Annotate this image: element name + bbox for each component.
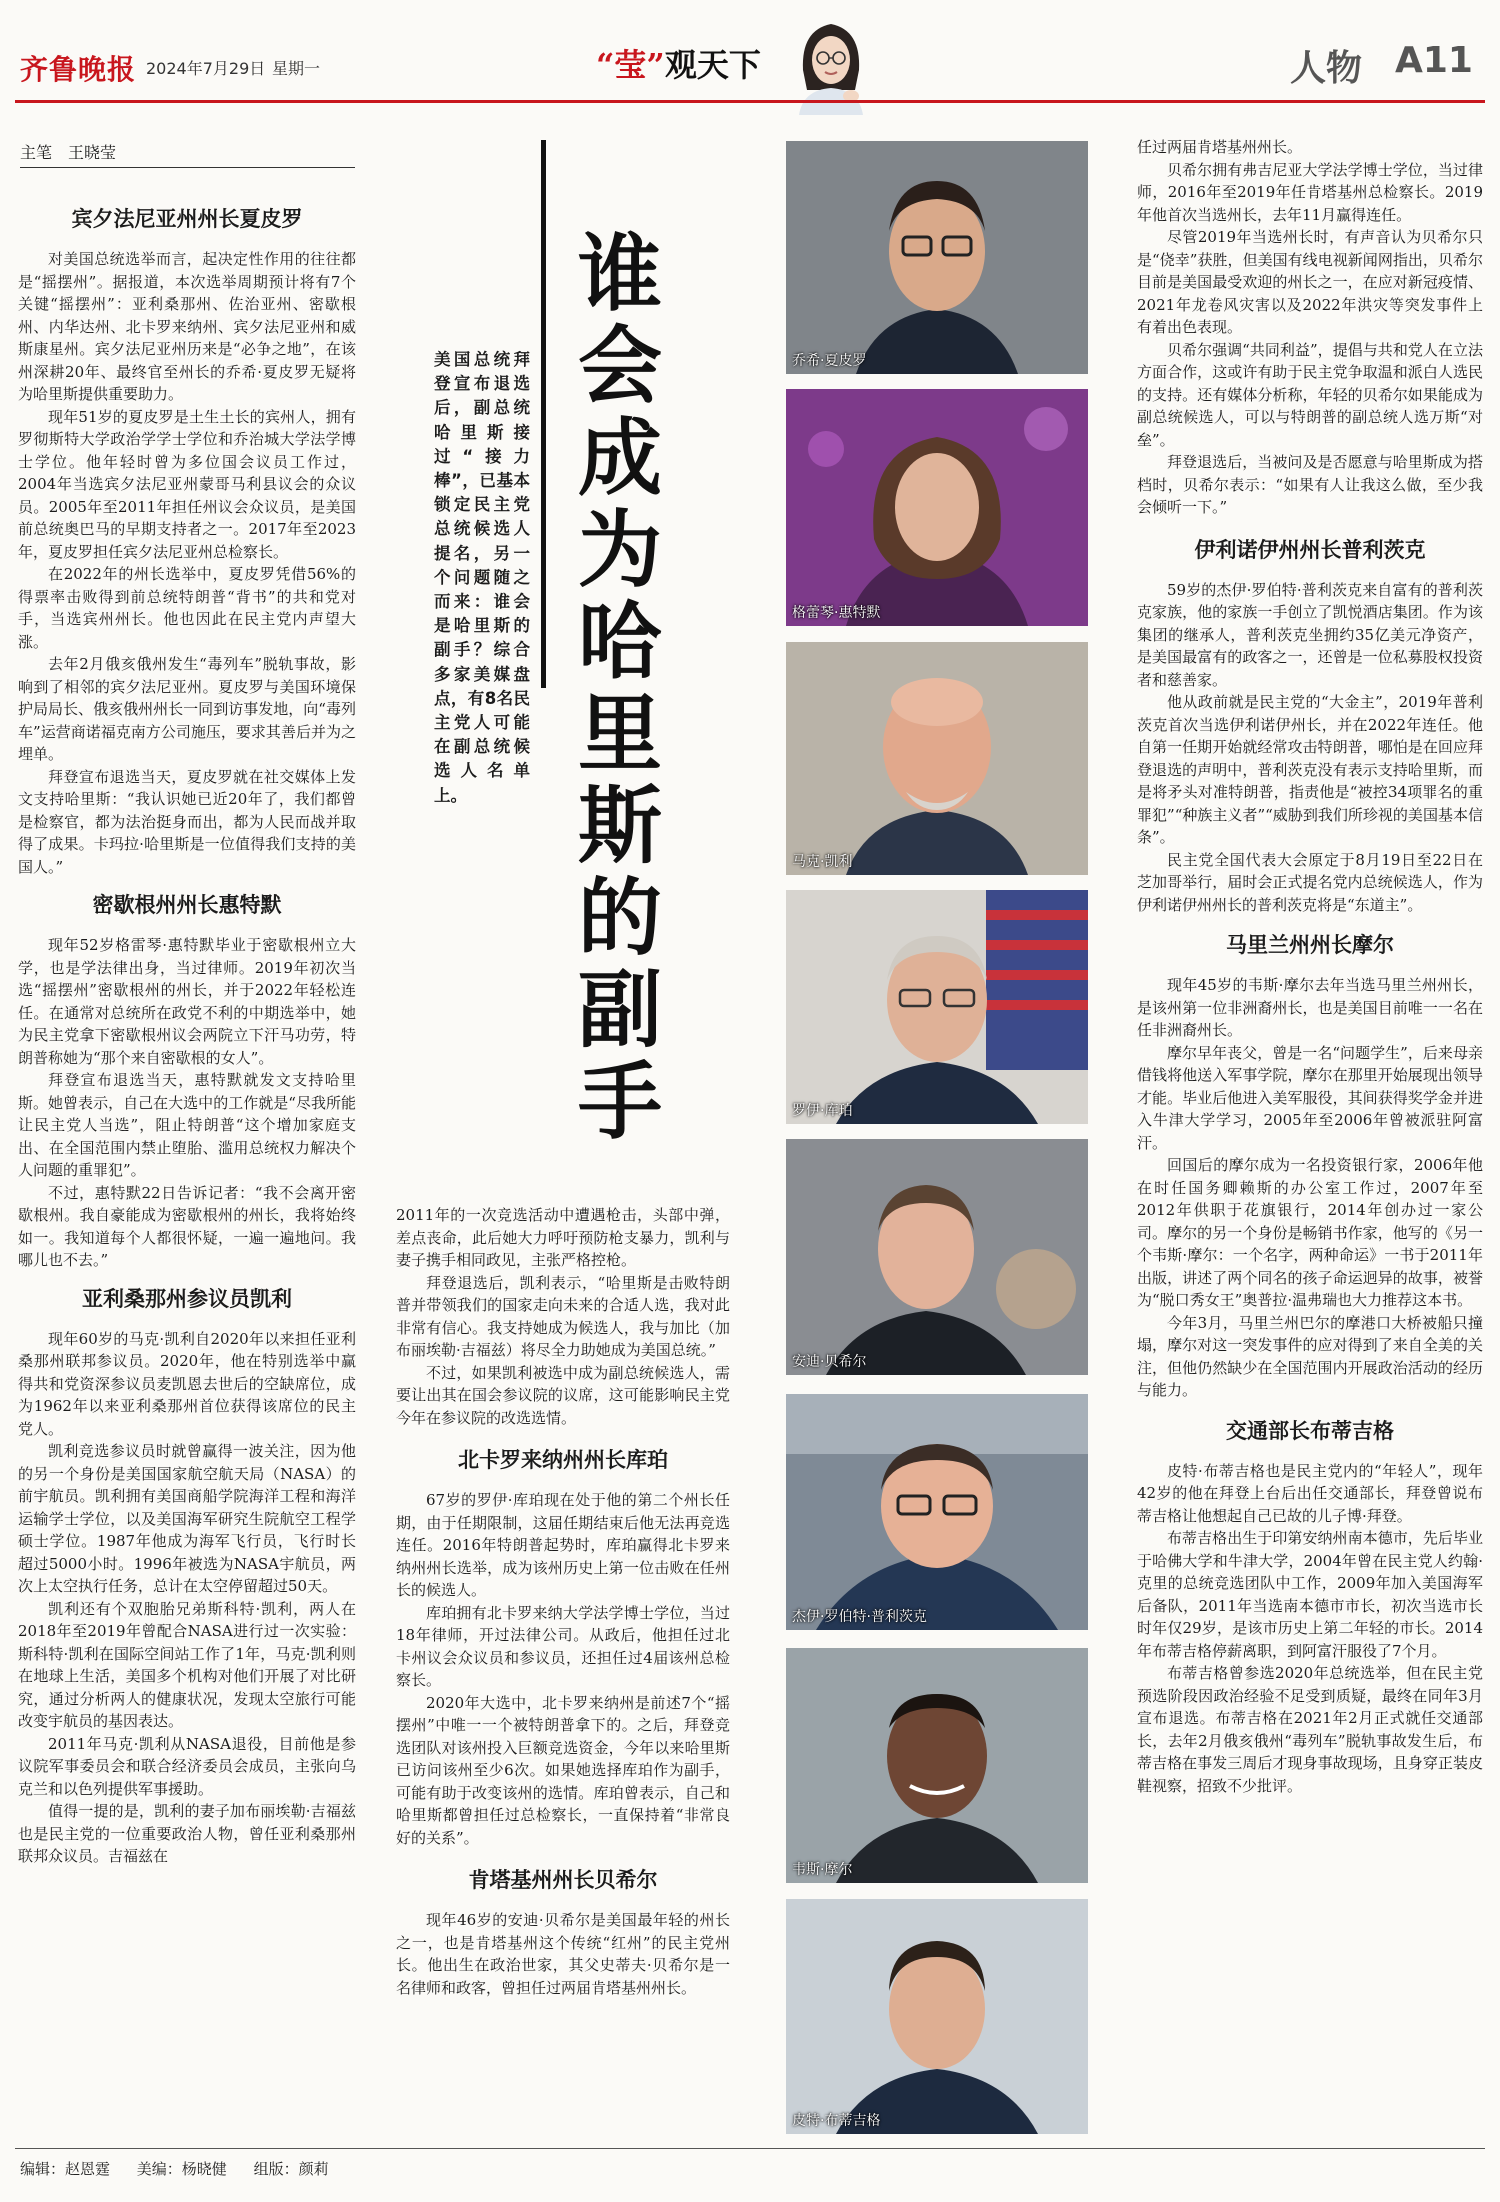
paragraph: 59岁的杰伊·罗伯特·普利茨克来自富有的普利茨克家族，他的家族一手创立了凯悦酒店集团。作为该集团的继承人，普利茨克坐拥约35亿美元净资产，是美国最富有的政客之一，还曾是一位私募股权投资者和慈善家。 bbox=[1137, 580, 1483, 689]
editor-credit: 编辑：赵恩霆 bbox=[20, 2160, 111, 2178]
photo-beshear bbox=[786, 1139, 1088, 1375]
paragraph: 贝希尔拥有弗吉尼亚大学法学博士学位，当过律师，2016年至2019年任肯塔基州总检察长。2019年他首次当选州长，去年11月赢得连任。 bbox=[1137, 160, 1483, 224]
photo-pritzker bbox=[786, 1394, 1088, 1630]
photo-caption: 马克·凯利 bbox=[792, 854, 853, 870]
paragraph: 凯利竞选参议员时就曾赢得一波关注，因为他的另一个身份是美国国家航空航天局（NASA）的前宇航员。凯利拥有美国商船学院海洋工程和海洋运输学士学位，以及美国海军研究生院航空工程学硕士学位。1987年他成为海军飞行员，飞行时长超过5000小时。1996年被选为NASA宇航员，两次上太空执行任务，总计在太空停留超过50天。 bbox=[18, 1442, 356, 1595]
paragraph: 拜登宣布退选当天，惠特默就发文支持哈里斯。她曾表示，自己在大选中的工作就是“尽我所能让民主党人当选”，阻止特朗普“这个增加家庭支出、在全国范围内禁止堕胎、滥用总统权力解决个人问题的重罪犯”。 bbox=[18, 1071, 356, 1179]
paragraph: 布蒂吉格曾参选2020年总统选举，但在民主党预选阶段因政治经验不足受到质疑，最终在同年3月宣布退选。布蒂吉格在2021年2月正式就任交通部长，去年2月俄亥俄州“毒列车”脱轨事故发生后，布蒂吉格在事发三周后才现身事故现场，且身穿正装皮鞋视察，招致不少批评。 bbox=[1137, 1664, 1483, 1795]
paragraph: 现年45岁的韦斯·摩尔去年当选马里兰州州长，是该州第一位非洲裔州长，也是美国目前唯一一名在任非洲裔州长。 bbox=[1137, 976, 1483, 1039]
paragraph: 在2022年的州长选举中，夏皮罗凭借56%的得票率击败得到前总统特朗普“背书”的共和党对手，当选宾州州长。他也因此在民主党内声望大涨。 bbox=[18, 565, 356, 651]
paragraph: 皮特·布蒂吉格也是民主党内的“年轻人”，现年42岁的他在拜登上台后出任交通部长，拜登曾说布蒂吉格让他想起自己已故的儿子博·拜登。 bbox=[1137, 1461, 1483, 1525]
section-title-cooper: 北卡罗来纳州州长库珀 bbox=[458, 1448, 668, 1472]
section-title-buttigieg: 交通部长布蒂吉格 bbox=[1226, 1418, 1394, 1443]
photo-whitmer bbox=[786, 389, 1088, 626]
paragraph: 2011年马克·凯利从NASA退役，目前他是参议院军事委员会和联合经济委员会成员，主张向乌克兰和以色列提供军事援助。 bbox=[18, 1734, 356, 1798]
column-title-ying: 莹 bbox=[614, 46, 647, 84]
photo-shapiro bbox=[786, 141, 1088, 374]
masthead-logo: 齐鲁晚报 bbox=[20, 53, 137, 86]
photo-buttigieg bbox=[786, 1899, 1088, 2134]
paragraph: 67岁的罗伊·库珀现在处于他的第二个州长任期，由于任期限制，这届任期结束后他无法再竞选连任。2016年特朗普起势时，库珀赢得北卡罗来纳州州长选举，成为该州历史上第一位击败在任州长的候选人。 bbox=[396, 1491, 730, 1599]
photo-moore bbox=[786, 1648, 1088, 1883]
layout-credit: 组版：颜莉 bbox=[253, 2160, 329, 2178]
paragraph: 民主党全国代表大会原定于8月19日至22日在芝加哥举行，届时会正式提名党内总统候选人，作为伊利诺伊州州长的普利茨克将是“东道主”。 bbox=[1137, 850, 1483, 914]
left-column bbox=[18, 204, 356, 1868]
paragraph: 凯利还有个双胞胎兄弟斯科特·凯利，两人在2018年至2019年曾配合NASA进行过一次实验：斯科特·凯利在国际空间站工作了1年，马克·凯利则在地球上生活，美国多个机构对他们开展了对比研究，通过分析两人的健康状况，发现太空旅行可能改变宇航员的基因表达。 bbox=[18, 1599, 356, 1730]
paragraph: 不过，惠特默22日告诉记者：“我不会离开密歇根州。我自豪能成为密歇根州的州长，我将始终如一。我知道每个人都很怀疑，一遍一遍地问。我哪儿也不去。” bbox=[18, 1183, 356, 1269]
photo-caption: 杰伊·罗伯特·普利茨克 bbox=[792, 1609, 927, 1625]
paragraph: 贝希尔强调“共同利益”，提倡与共和党人在立法方面合作，这或许有助于民主党争取温和派白人选民的支持。还有媒体分析称，年轻的贝希尔如果能成为副总统候选人，可以与特朗普的副总统人选万斯“对垒”。 bbox=[1137, 340, 1483, 449]
section-title-pritzker: 伊利诺伊州州长普利茨克 bbox=[1194, 537, 1426, 562]
issue-date: 2024年7月29日 bbox=[146, 59, 266, 78]
issue-weekday: 星期一 bbox=[272, 59, 321, 78]
photo-caption: 格蕾琴·惠特默 bbox=[792, 605, 881, 621]
middle-column bbox=[396, 1204, 730, 1999]
photo-kelly bbox=[786, 642, 1088, 875]
paragraph: 现年52岁格雷琴·惠特默毕业于密歇根州立大学，也是学法律出身，当过律师。2019年初次当选“摇摆州”密歇根州的州长，并于2022年轻松连任。在通常对总统所在政党不利的中期选举中，她为民主党拿下密歇根州议会两院立下汗马功劳，特朗普称她为“那个来自密歇根的女人”。 bbox=[18, 936, 356, 1067]
paragraph: 值得一提的是，凯利的妻子加布丽埃勒·吉福兹也是民主党的一位重要政治人物，曾任亚利桑那州联邦众议员。吉福兹在 bbox=[18, 1802, 356, 1865]
column-quote-open: “ bbox=[596, 46, 615, 84]
paragraph: 拜登退选后，当被问及是否愿意与哈里斯成为搭档时，贝希尔表示：“如果有人让我这么做，至少我会倾听一下。” bbox=[1137, 453, 1483, 516]
section-title-beshear: 肯塔基州州长贝希尔 bbox=[468, 1868, 658, 1892]
paragraph: 现年51岁的夏皮罗是土生土长的宾州人，拥有罗彻斯特大学政治学学士学位和乔治城大学法学博士学位。他年轻时曾为多位国会议员工作过，2004年当选宾夕法尼亚州蒙哥马利县议会的众议员。2005年至2011年担任州议会众议员，是美国前总统奥巴马的早期支持者之一。2017年至2023年，夏皮罗担任宾夕法尼亚州总检察长。 bbox=[18, 407, 356, 561]
paragraph: 任过两届肯塔基州州长。 bbox=[1137, 138, 1303, 156]
designer-credit: 美编：杨晓健 bbox=[136, 2160, 227, 2178]
section-title-shapiro: 宾夕法尼亚州州长夏皮罗 bbox=[71, 207, 303, 231]
section-name: 人物 bbox=[1290, 48, 1363, 89]
footer-rule bbox=[15, 2148, 1485, 2149]
footer-credits bbox=[20, 2158, 351, 2179]
column-title bbox=[596, 40, 761, 86]
paragraph: 尽管2019年当选州长时，有声音认为贝希尔只是“侥幸”获胜，但美国有线电视新闻网指出，贝希尔目前是美国最受欢迎的州长之一，在应对新冠疫情、2021年龙卷风灾害以及2022年洪灾等突发事件上有着出色表现。 bbox=[1137, 228, 1483, 336]
photo-caption: 罗伊·库珀 bbox=[792, 1103, 853, 1119]
page-number: A11 bbox=[1395, 40, 1473, 81]
paragraph: 现年60岁的马克·凯利自2020年以来担任亚利桑那州联邦参议员。2020年，他在特别选举中赢得共和党资深参议员麦凯恩去世后的空缺席位，成为1962年以来亚利桑那州首位获得该席位的民主党人。 bbox=[18, 1329, 356, 1438]
paragraph: 今年3月，马里兰州巴尔的摩港口大桥被船只撞塌，摩尔对这一突发事件的应对得到了来自全美的关注，但他仍然缺少在全国范围内开展政治活动的经历与能力。 bbox=[1137, 1313, 1483, 1399]
headline: 谁会成为哈里斯的副手 bbox=[577, 224, 662, 1151]
paragraph: 回国后的摩尔成为一名投资银行家，2006年他在时任国务卿赖斯的办公室工作过，2007年至2012年供职于花旗银行，2014年创办过一家公司。摩尔的另一个身份是畅销书作家，他写的《另一个韦斯·摩尔：一个名字，两种命运》一书于2011年出版，讲述了两个同名的孩子命运迥异的故事，被誉为“脱口秀女王”奥普拉·温弗瑞也大力推荐这本书。 bbox=[1137, 1156, 1483, 1309]
paragraph: 不过，如果凯利被选中成为副总统候选人，需要让出其在国会参议院的议席，这可能影响民主党今年在参议院的改选选情。 bbox=[396, 1363, 730, 1427]
column-quote-close: ” bbox=[646, 46, 665, 84]
lead-paragraph: 美国总统拜登宣布退选后，副总统哈里斯接过“接力棒”，已基本锁定民主党总统候选人提名，另一个问题随之而来：谁会是哈里斯的副手？综合多家美媒盘点，有8名民主党人可能在副总统候选人名单上。 bbox=[434, 350, 530, 805]
photo-caption: 韦斯·摩尔 bbox=[792, 1862, 853, 1878]
paragraph: 2011年的一次竞选活动中遭遇枪击，头部中弹，差点丧命，此后她大力呼吁预防枪支暴力，凯利与妻子携手相同政见，主张严格控枪。 bbox=[396, 1206, 730, 1269]
right-column bbox=[1137, 136, 1483, 1797]
section-title-moore: 马里兰州州长摩尔 bbox=[1226, 933, 1394, 957]
paragraph: 库珀拥有北卡罗来纳大学法学博士学位，当过18年律师，开过法律公司。从政后，他担任过北卡州议会众议员和参议员，还担任过4届该州总检察长。 bbox=[396, 1603, 730, 1689]
column-title-rest: 观天下 bbox=[664, 46, 761, 84]
paragraph: 去年2月俄亥俄州发生“毒列车”脱轨事故，影响到了相邻的宾夕法尼亚州。夏皮罗与美国环境保护局局长、俄亥俄州州长一同到访事发地，向“毒列车”运营商诺福克南方公司施压，要求其善后并为之埋单。 bbox=[18, 655, 356, 763]
paragraph: 摩尔早年丧父，曾是一名“问题学生”，后来母亲借钱将他送入军事学院，摩尔在那里开始展现出领导才能。毕业后他进入美军服役，其间获得奖学金并进入牛津大学学习，2005年至2006年曾被派驻阿富汗。 bbox=[1137, 1043, 1483, 1152]
photo-caption: 皮特·布蒂吉格 bbox=[792, 2113, 881, 2129]
section-title-kelly: 亚利桑那州参议员凯利 bbox=[82, 1286, 292, 1311]
author-byline: 主笔 王晓莹 bbox=[20, 140, 355, 168]
paragraph: 他从政前就是民主党的“大金主”，2019年普利茨克首次当选伊利诺伊州长，并在2022年连任。他自第一任期开始就经常攻击特朗普，哪怕是在回应拜登退选的声明中，普利茨克没有表示支持哈里斯，而是将矛头对准特朗普，指责他是“被控34项罪名的重罪犯”“种族主义者”“威胁到我们所珍视的美国基本信条”。 bbox=[1137, 693, 1483, 846]
photo-caption: 安迪·贝希尔 bbox=[792, 1354, 867, 1370]
paragraph: 布蒂吉格出生于印第安纳州南本德市，先后毕业于哈佛大学和牛津大学，2004年曾在民主党人约翰·克里的总统竞选团队中工作，2009年加入美国海军后备队，2011年当选南本德市市长，初次当选市长时年仅29岁，是该市历史上第二年轻的市长。2014年布蒂吉格停薪离职，到阿富汗服役了7个月。 bbox=[1137, 1529, 1483, 1660]
paragraph: 拜登退选后，凯利表示，“哈里斯是击败特朗普并带领我们的国家走向未来的合适人选，我对此非常有信心。我支持她成为候选人，我与加比（加布丽埃勒·吉福兹）将尽全力助她成为美国总统。” bbox=[396, 1273, 730, 1359]
photo-caption: 乔希·夏皮罗 bbox=[792, 353, 867, 369]
paragraph: 拜登宣布退选当天，夏皮罗就在社交媒体上发文支持哈里斯：“我认识她已近20年了，我们都曾是检察官，都为法治挺身而出，都为人民而战并取得了成果。卡玛拉·哈里斯是一位值得我们支持的美国人。” bbox=[18, 767, 356, 876]
photo-cooper bbox=[786, 890, 1088, 1124]
paragraph: 现年46岁的安迪·贝希尔是美国最年轻的州长之一，也是肯塔基州这个传统“红州”的民主党州长。他出生在政治世家，其父史蒂夫·贝希尔是一名律师和政客，曾担任过两届肯塔基州州长。 bbox=[396, 1911, 730, 1997]
header-rule bbox=[15, 100, 1485, 103]
headline-rule bbox=[541, 140, 546, 688]
paragraph: 对美国总统选举而言，起决定性作用的往往都是“摇摆州”。据报道，本次选举周期预计将有7个关键“摇摆州”：亚利桑那州、佐治亚州、密歇根州、内华达州、北卡罗来纳州、宾夕法尼亚州和威斯康星州。宾夕法尼亚州历来是“必争之地”，在该州深耕20年、最终官至州长的乔希·夏皮罗无疑将为哈里斯提供重要助力。 bbox=[18, 250, 356, 403]
paragraph: 2020年大选中，北卡罗来纳州是前述7个“摇摆州”中唯一一个被特朗普拿下的。之后，拜登竞选团队对该州投入巨额竞选资金，今年以来哈里斯已访问该州至少6次。如果她选择库珀作为副手，可能有助于改变该州的选情。库珀曾表示，自己和哈里斯都曾担任过总检察长，一直保持着“非常良好的关系”。 bbox=[396, 1693, 730, 1847]
section-title-whitmer: 密歇根州州长惠特默 bbox=[92, 893, 282, 917]
